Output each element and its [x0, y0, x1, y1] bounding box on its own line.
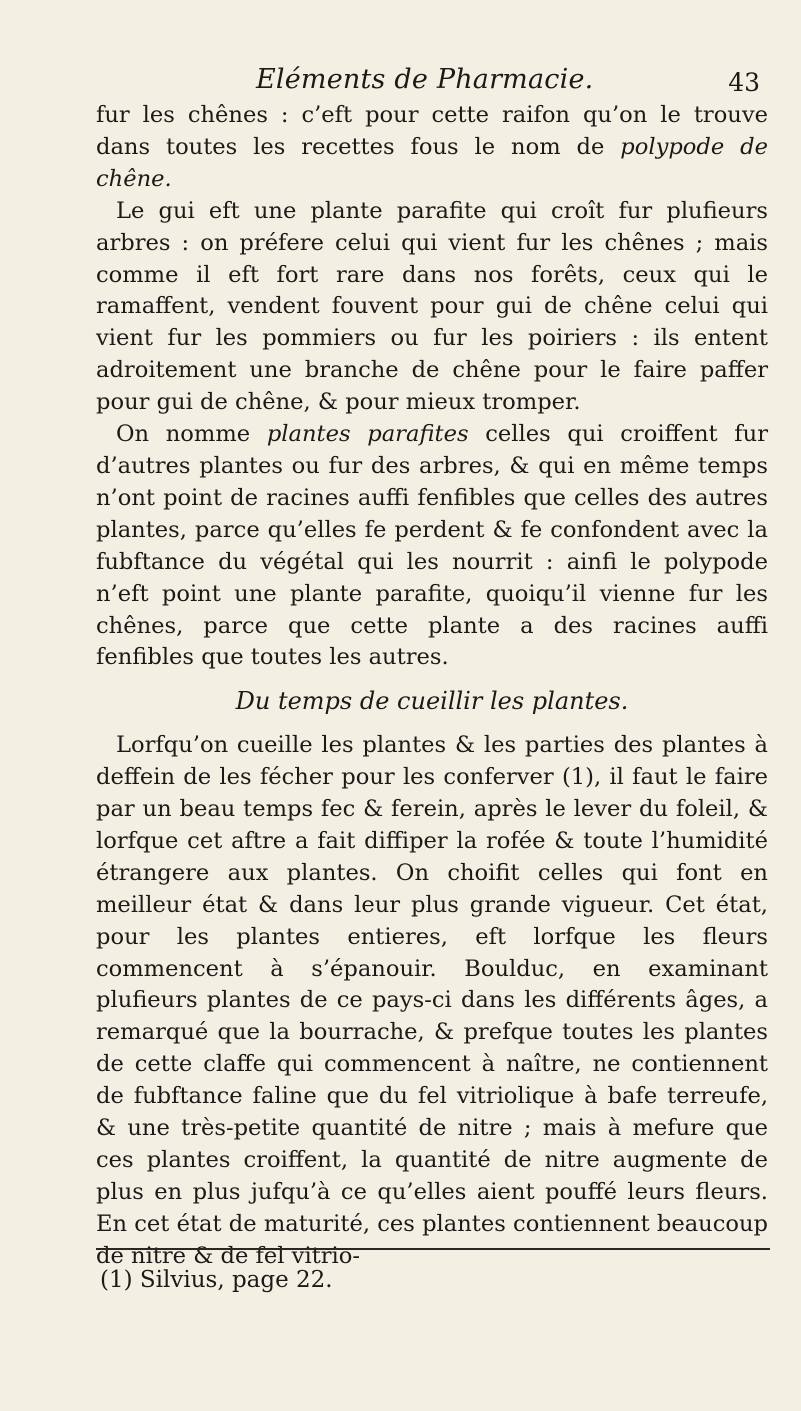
paragraph-1-text: fur les chênes : c’eft pour cette raifon qu’on le trouve dans toutes les recettes fous le nom de: [96, 102, 768, 160]
paragraph-4: Lorfqu’on cueille les plantes & les parties des plantes à deffein de les fécher pour les conferver (1), il faut le faire par un beau temps fec & ferein, après le lever du foleil, & lorfque cet aftre a fait diffiper la rofée & toute l’humidité étrangere aux plantes. On choifit celles qui font en meilleur état & dans leur plus grande vigueur. Cet état, pour les plantes entieres, eft lorfque les fleurs commencent à s’épanouir. Boulduc, en examinant plufieurs plantes de ce pays-ci dans les différents âges, a remarqué que la bourrache, & prefque toutes les plantes de cette claffe qui commencent à naître, ne contiennent de fubftance faline que du fel vitriolique à bafe terreufe, & une très-petite quantité de nitre ; mais à mefure que ces plantes croiffent, la quantité de nitre augmente de plus en plus jufqu’à ce qu’elles aient pouffé leurs fleurs. En cet état de maturité, ces plantes contiennent beaucoup de nitre & de fel vitrio-: [96, 732, 768, 1269]
paragraph-1: [96, 100, 768, 196]
paragraph-1-italic: polypode de chêne.: [96, 133, 768, 192]
paragraph-3: [96, 419, 768, 674]
running-head: Eléments de Pharmacie.: [256, 64, 594, 95]
page-number: 43: [728, 68, 760, 97]
page-header: [96, 64, 776, 104]
paragraph-3-text-b: celles qui croiffent fur d’autres plantes ou fur des arbres, & qui en même temps n’ont point de racines auffi fenfibles que celles des autres plantes, parce qu’elles fe perdent & fe confondent avec la fubftance du végétal qui les nourrit : ainfi le polypode n’eft point une plante parafite, quoiqu’il vienne fur les chênes, parce que cette plante a des racines auffi fenfibles que toutes les autres.: [96, 421, 768, 671]
paragraph-3-text-a: On nomme: [116, 421, 267, 448]
footnote-divider: [96, 1248, 770, 1250]
footnote: (1) Silvius, page 22.: [100, 1267, 333, 1293]
body-text: [96, 100, 768, 1273]
paragraph-2: Le gui eft une plante parafite qui croît fur plufieurs arbres : on préfere celui qui vient fur les chênes ; mais comme il eft fort rare dans nos forêts, ceux qui le ramaffent, vendent fouvent pour gui de chêne celui qui vient fur les pommiers ou fur les poiriers : ils entent adroitement une branche de chêne pour le faire paffer pour gui de chêne, & pour mieux tromper.: [96, 197, 768, 416]
section-heading: Du temps de cueillir les plantes.: [235, 687, 629, 716]
paragraph-3-italic: plantes parafites: [266, 421, 469, 448]
